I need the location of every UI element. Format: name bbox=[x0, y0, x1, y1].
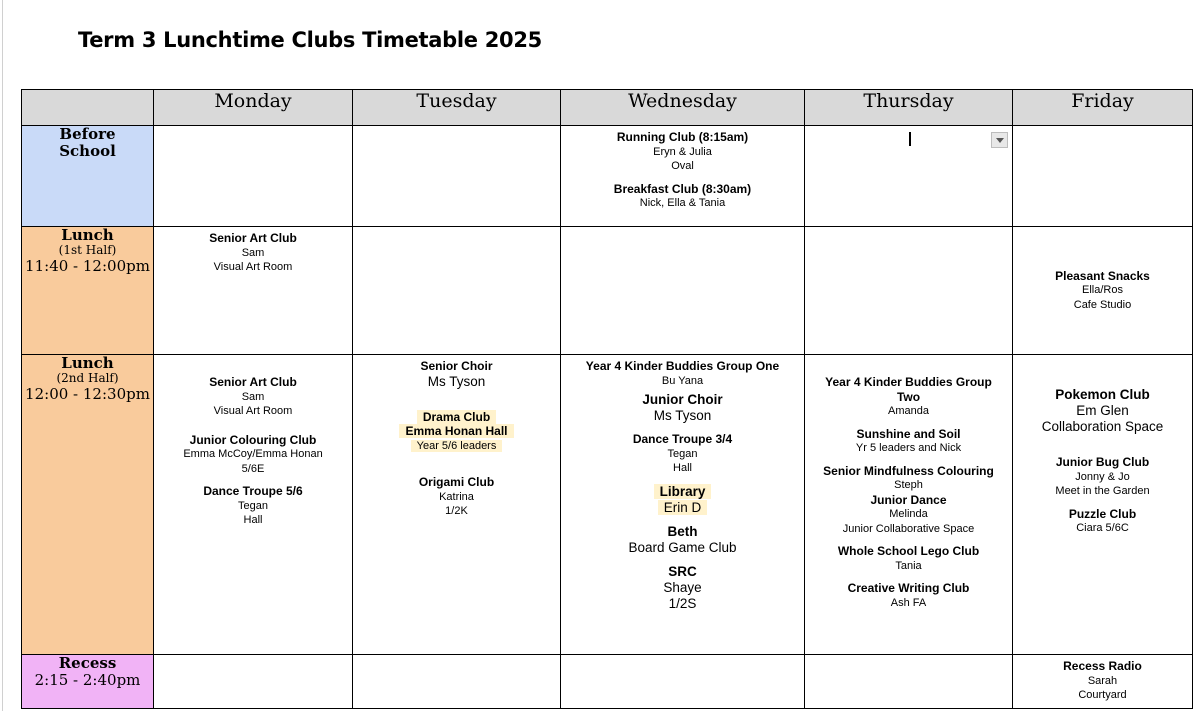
cell-lunch1-thursday[interactable] bbox=[805, 227, 1013, 355]
cell-before-friday[interactable] bbox=[1013, 126, 1193, 227]
club-name: Junior Dance bbox=[870, 492, 947, 507]
header-row bbox=[22, 90, 1193, 126]
club-leader: Tegan bbox=[667, 447, 698, 460]
row-subtitle: (1st Half) bbox=[58, 243, 117, 258]
club-leader: Amanda bbox=[888, 405, 929, 417]
cell-lunch1-tuesday[interactable] bbox=[353, 227, 561, 355]
timetable bbox=[21, 89, 1193, 709]
cell-lunch2-wednesday[interactable] bbox=[561, 355, 805, 655]
club-location: Oval bbox=[671, 160, 694, 172]
club-leader: Sam bbox=[241, 246, 265, 259]
cell-lunch2-tuesday[interactable] bbox=[353, 355, 561, 655]
row-header-lunch-first[interactable] bbox=[22, 227, 154, 355]
day-header-friday[interactable]: Friday bbox=[1013, 90, 1193, 126]
club-name: Whole School Lego Club bbox=[837, 544, 980, 558]
club-location: Visual Art Room bbox=[213, 261, 293, 273]
club-name: Drama Club bbox=[353, 410, 560, 425]
row-title: Recess bbox=[58, 654, 117, 672]
page-left-edge bbox=[2, 0, 3, 711]
club-leader: Jonny & Jo bbox=[1075, 470, 1130, 483]
club-name: Senior Art Club bbox=[209, 375, 297, 389]
cell-recess-thursday[interactable] bbox=[805, 655, 1013, 709]
club-location: 5/6E bbox=[241, 462, 265, 475]
club-location: Meet in the Garden bbox=[1055, 485, 1150, 497]
text-cursor bbox=[909, 132, 911, 146]
club-leader: Shaye bbox=[663, 579, 702, 595]
day-header-monday[interactable]: Monday bbox=[154, 90, 353, 126]
club-leader: Em Glen bbox=[1076, 403, 1129, 418]
club-leader: Bu Yana bbox=[661, 374, 704, 387]
club-leader: Eryn & Julia bbox=[653, 145, 712, 158]
cell-before-wednesday[interactable] bbox=[561, 126, 805, 227]
club-name: Junior Choir bbox=[642, 392, 723, 407]
cell-lunch1-friday[interactable] bbox=[1013, 227, 1193, 355]
club-leader: Beth bbox=[667, 523, 698, 539]
cell-lunch2-monday[interactable] bbox=[154, 355, 353, 655]
club-name: Dance Troupe 5/6 bbox=[203, 484, 303, 498]
day-header-thursday[interactable]: Thursday bbox=[805, 90, 1013, 126]
club-name: Two bbox=[896, 389, 921, 404]
club-name: Senior Art Club bbox=[209, 231, 297, 245]
cell-before-monday[interactable] bbox=[154, 126, 353, 227]
row-before-school bbox=[22, 126, 1193, 227]
club-name: Creative Writing Club bbox=[847, 581, 970, 595]
row-recess bbox=[22, 655, 1193, 709]
club-leader: Yr 5 leaders and Nick bbox=[855, 442, 962, 454]
cell-recess-monday[interactable] bbox=[154, 655, 353, 709]
row-title-before: Before bbox=[59, 125, 116, 143]
club-leader: Ms Tyson bbox=[427, 373, 486, 389]
row-header-recess[interactable] bbox=[22, 655, 154, 709]
club-leader: Melinda bbox=[889, 508, 928, 520]
club-name: Board Game Club bbox=[628, 539, 737, 555]
club-name: Year 4 Kinder Buddies Group One bbox=[585, 359, 780, 373]
club-leader: Tania bbox=[895, 559, 922, 572]
club-leader: Sarah bbox=[1087, 674, 1118, 687]
club-location: 1/2S bbox=[668, 595, 697, 611]
club-name: Pleasant Snacks bbox=[1055, 268, 1150, 283]
club-name: Recess Radio bbox=[1063, 659, 1142, 673]
row-title: Lunch bbox=[61, 226, 114, 244]
row-time: 12:00 - 12:30pm bbox=[25, 385, 150, 404]
club-leader: Katrina bbox=[439, 490, 474, 503]
corner-cell[interactable] bbox=[22, 90, 154, 126]
club-name: Junior Colouring Club bbox=[189, 432, 317, 447]
club-name: Origami Club bbox=[418, 475, 495, 489]
row-lunch-second-half bbox=[22, 355, 1193, 655]
club-leader: Steph bbox=[894, 479, 923, 491]
row-time: 2:15 - 2:40pm bbox=[34, 671, 141, 690]
club-leader: Erin D bbox=[561, 500, 804, 516]
cell-recess-friday[interactable] bbox=[1013, 655, 1193, 709]
club-leader: Ciara 5/6C bbox=[1076, 522, 1129, 534]
club-leader: Ash FA bbox=[890, 596, 927, 609]
row-header-before-school[interactable] bbox=[22, 126, 154, 227]
club-leader: Ella/Ros bbox=[1082, 284, 1123, 297]
club-leader: Nick, Ella & Tania bbox=[639, 197, 726, 209]
club-location: Courtyard bbox=[1078, 689, 1127, 701]
club-location: Hall bbox=[673, 462, 692, 474]
cell-lunch1-monday[interactable] bbox=[154, 227, 353, 355]
day-header-wednesday[interactable]: Wednesday bbox=[561, 90, 805, 126]
row-header-lunch-second[interactable] bbox=[22, 355, 154, 655]
club-leader: Sam bbox=[241, 390, 265, 403]
cell-lunch2-thursday[interactable] bbox=[805, 355, 1013, 655]
row-lunch-first-half bbox=[22, 227, 1193, 355]
club-name: Senior Mindfulness Colouring bbox=[823, 463, 994, 478]
club-location: Cafe Studio bbox=[1073, 298, 1132, 311]
row-title-school: School bbox=[59, 142, 116, 161]
club-leader: Year 5/6 leaders bbox=[353, 439, 560, 454]
cell-lunch1-wednesday[interactable] bbox=[561, 227, 805, 355]
row-title: Lunch bbox=[61, 354, 114, 372]
club-name: Junior Bug Club bbox=[1055, 455, 1150, 469]
club-location: Visual Art Room bbox=[213, 405, 293, 417]
club-name: Dance Troupe 3/4 bbox=[632, 432, 733, 446]
club-leader: Ms Tyson bbox=[653, 408, 712, 423]
club-location: 1/2K bbox=[445, 505, 468, 517]
club-name: Running Club (8:15am) bbox=[616, 130, 749, 144]
club-leader: Emma McCoy/Emma Honan bbox=[183, 448, 323, 460]
cell-lunch2-friday[interactable] bbox=[1013, 355, 1193, 655]
cell-recess-tuesday[interactable] bbox=[353, 655, 561, 709]
club-location: Emma Honan Hall bbox=[353, 424, 560, 439]
cell-before-tuesday[interactable] bbox=[353, 126, 561, 227]
day-header-tuesday[interactable]: Tuesday bbox=[353, 90, 561, 126]
club-name: Sunshine and Soil bbox=[856, 426, 961, 441]
cell-recess-wednesday[interactable] bbox=[561, 655, 805, 709]
row-subtitle: (2nd Half) bbox=[56, 371, 119, 386]
club-name: Year 4 Kinder Buddies Group bbox=[825, 375, 992, 389]
club-location: Hall bbox=[243, 514, 263, 526]
dropdown-arrow-icon[interactable] bbox=[991, 132, 1008, 148]
club-name: Senior Choir bbox=[420, 359, 493, 373]
club-name: Library bbox=[561, 484, 804, 500]
club-leader: Tegan bbox=[238, 499, 268, 512]
page-title: Term 3 Lunchtime Clubs Timetable 2025 bbox=[78, 28, 542, 52]
club-name: Puzzle Club bbox=[1068, 506, 1137, 521]
club-name: Breakfast Club (8:30am) bbox=[613, 181, 752, 196]
club-name: SRC bbox=[668, 563, 697, 579]
row-time: 11:40 - 12:00pm bbox=[25, 257, 150, 276]
cell-before-thursday[interactable] bbox=[805, 126, 1013, 227]
club-location: Collaboration Space bbox=[1041, 419, 1164, 434]
club-location: Junior Collaborative Space bbox=[842, 522, 975, 535]
club-name: Pokemon Club bbox=[1055, 387, 1150, 402]
